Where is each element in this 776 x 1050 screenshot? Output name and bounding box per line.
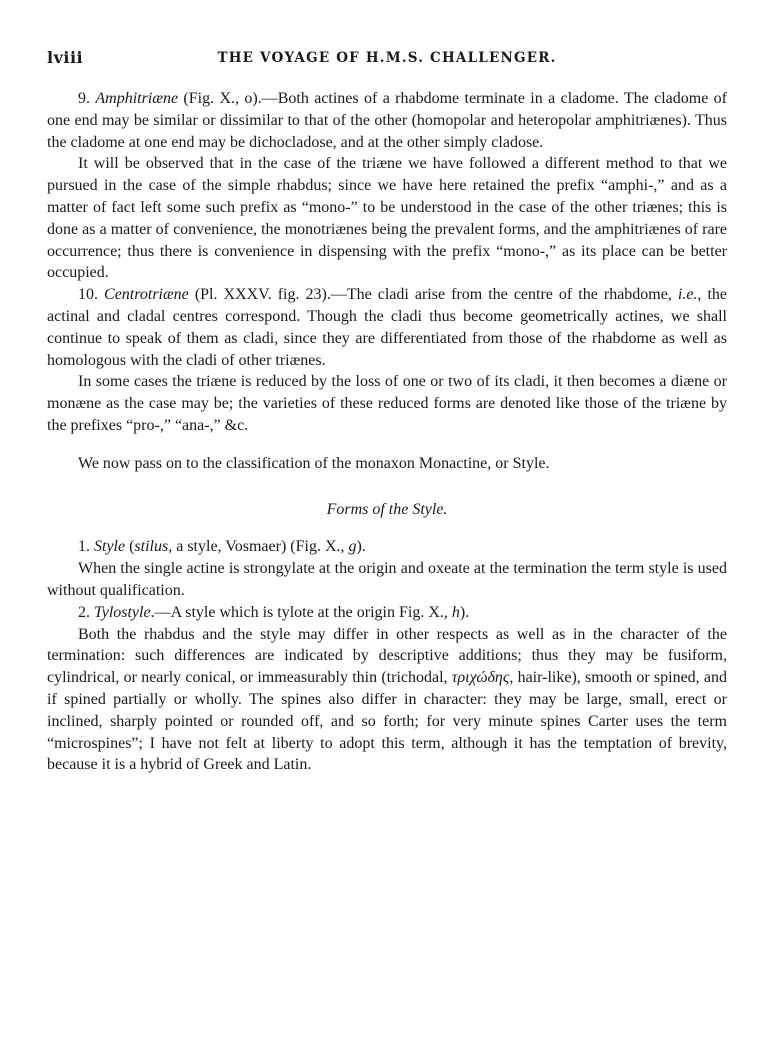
paragraph-text: (Fig. X., o).—Both actines of a rhabdome terminate in a cladome. The cladome of one end may be similar or dissimilar to that of the other (homopolar and heteropolar amphitriænes). Thus the cladome at one end may be dichocladose, and at the other simply cladose. xyxy=(47,90,728,151)
paragraph-text: , a style, Vosmaer) (Fig. X., xyxy=(168,538,349,556)
paragraph-reduced-forms xyxy=(47,371,727,436)
paragraph-tylostyle xyxy=(47,602,727,624)
paragraph-style-desc xyxy=(47,558,727,602)
figure-letter: h xyxy=(451,603,460,621)
paragraph-text: When the single actine is strongylate at the origin and oxeate at the termination the term style is used without qualification. xyxy=(47,560,727,599)
greek-word: τριχώδης xyxy=(451,669,510,687)
paragraph-amphitriaene xyxy=(47,88,727,153)
item-number: 10. xyxy=(78,286,98,304)
paragraph-variations xyxy=(47,624,727,777)
paragraph-text: It will be observed that in the case of the triæne we have followed a different method to that we pursued in the case of the simple rhabdus; since we have here retained the prefix “amphi-,” and as a matter of fact left some such prefix as “mono-” to be understood in the case of the other triænes; this is done as a matter of convenience, the monotriænes being the prevalent forms, and the amphitriænes of rare occurrence; thus there is convenience in dispensing with the prefix “mono-,” as its place can be better occupied. xyxy=(47,155,727,282)
paragraph-text: ). xyxy=(356,538,366,556)
paragraph-transition xyxy=(47,453,727,475)
page-number: lviii xyxy=(47,48,84,67)
term-tylostyle: Tylostyle xyxy=(94,603,151,621)
running-title: THE VOYAGE OF H.M.S. CHALLENGER. xyxy=(217,50,557,66)
paragraph-text: In some cases the triæne is reduced by the loss of one or two of its cladi, it then becomes a diæne or monæne as the case may be; the varieties of these reduced forms are denoted like those of the triæne by the prefixes “pro-,” “ana-,” &c. xyxy=(47,373,727,434)
item-number: 2. xyxy=(78,603,90,621)
paragraph-text: .—A style which is tylote at the origin Fig. X., xyxy=(150,603,452,621)
paragraph-text: ). xyxy=(459,603,470,621)
item-number: 9. xyxy=(78,90,90,107)
page-header xyxy=(47,48,727,72)
figure-letter: g xyxy=(348,538,357,556)
paragraph-style-def: 1. Style (stilus, a style, Vosmaer) (Fig. X., g). xyxy=(78,538,366,556)
paragraph-text: Both the rhabdus and the style may differ in other respects as well as in the character of the termination: such differences are indicated by descriptive additions; thus they may be fusiform, cylindrical, or nearly conical, or immeasurably thin (trichodal, xyxy=(47,625,727,687)
term-stilus: stilus xyxy=(134,538,169,556)
term-style: Style xyxy=(94,538,126,556)
paragraph-text: , hair-like), smooth or spined, and if spined partially or wholly. The spines also differ in character: they may be large, small, erect or inclined, sharply pointed or rounded off, and so forth; for very minute spines Carter uses the term “microspines”; I have not felt at liberty to adopt this term, although it has the temptation of brevity, because it is a hybrid of Greek and Latin. xyxy=(47,669,728,774)
term-centrotriaene: Centrotriæne xyxy=(104,286,189,304)
term-amphitriaene: Amphitriæne xyxy=(95,90,179,107)
item-number: 1. xyxy=(78,538,90,556)
paragraph-text: (Pl. XXXV. fig. 23).—The cladi arise from the centre of the rhabdome, xyxy=(188,286,678,304)
paragraph-centrotriaene xyxy=(47,284,727,371)
paragraph-text: We now pass on to the classification of the monaxon Monactine, or Style. xyxy=(78,454,550,472)
paragraph-text: , the actinal and cladal centres correspond. Though the cladi thus become geometrically actines, we shall continue to speak of them as cladi, since they are differentiated from those of the rhabdome as well as homologous with the cladi of other triænes. xyxy=(47,286,727,369)
section-heading: Forms of the Style. xyxy=(326,500,448,518)
paragraph-method-note xyxy=(47,153,727,284)
abbrev-ie: i.e. xyxy=(677,286,698,304)
body-text xyxy=(47,88,727,776)
